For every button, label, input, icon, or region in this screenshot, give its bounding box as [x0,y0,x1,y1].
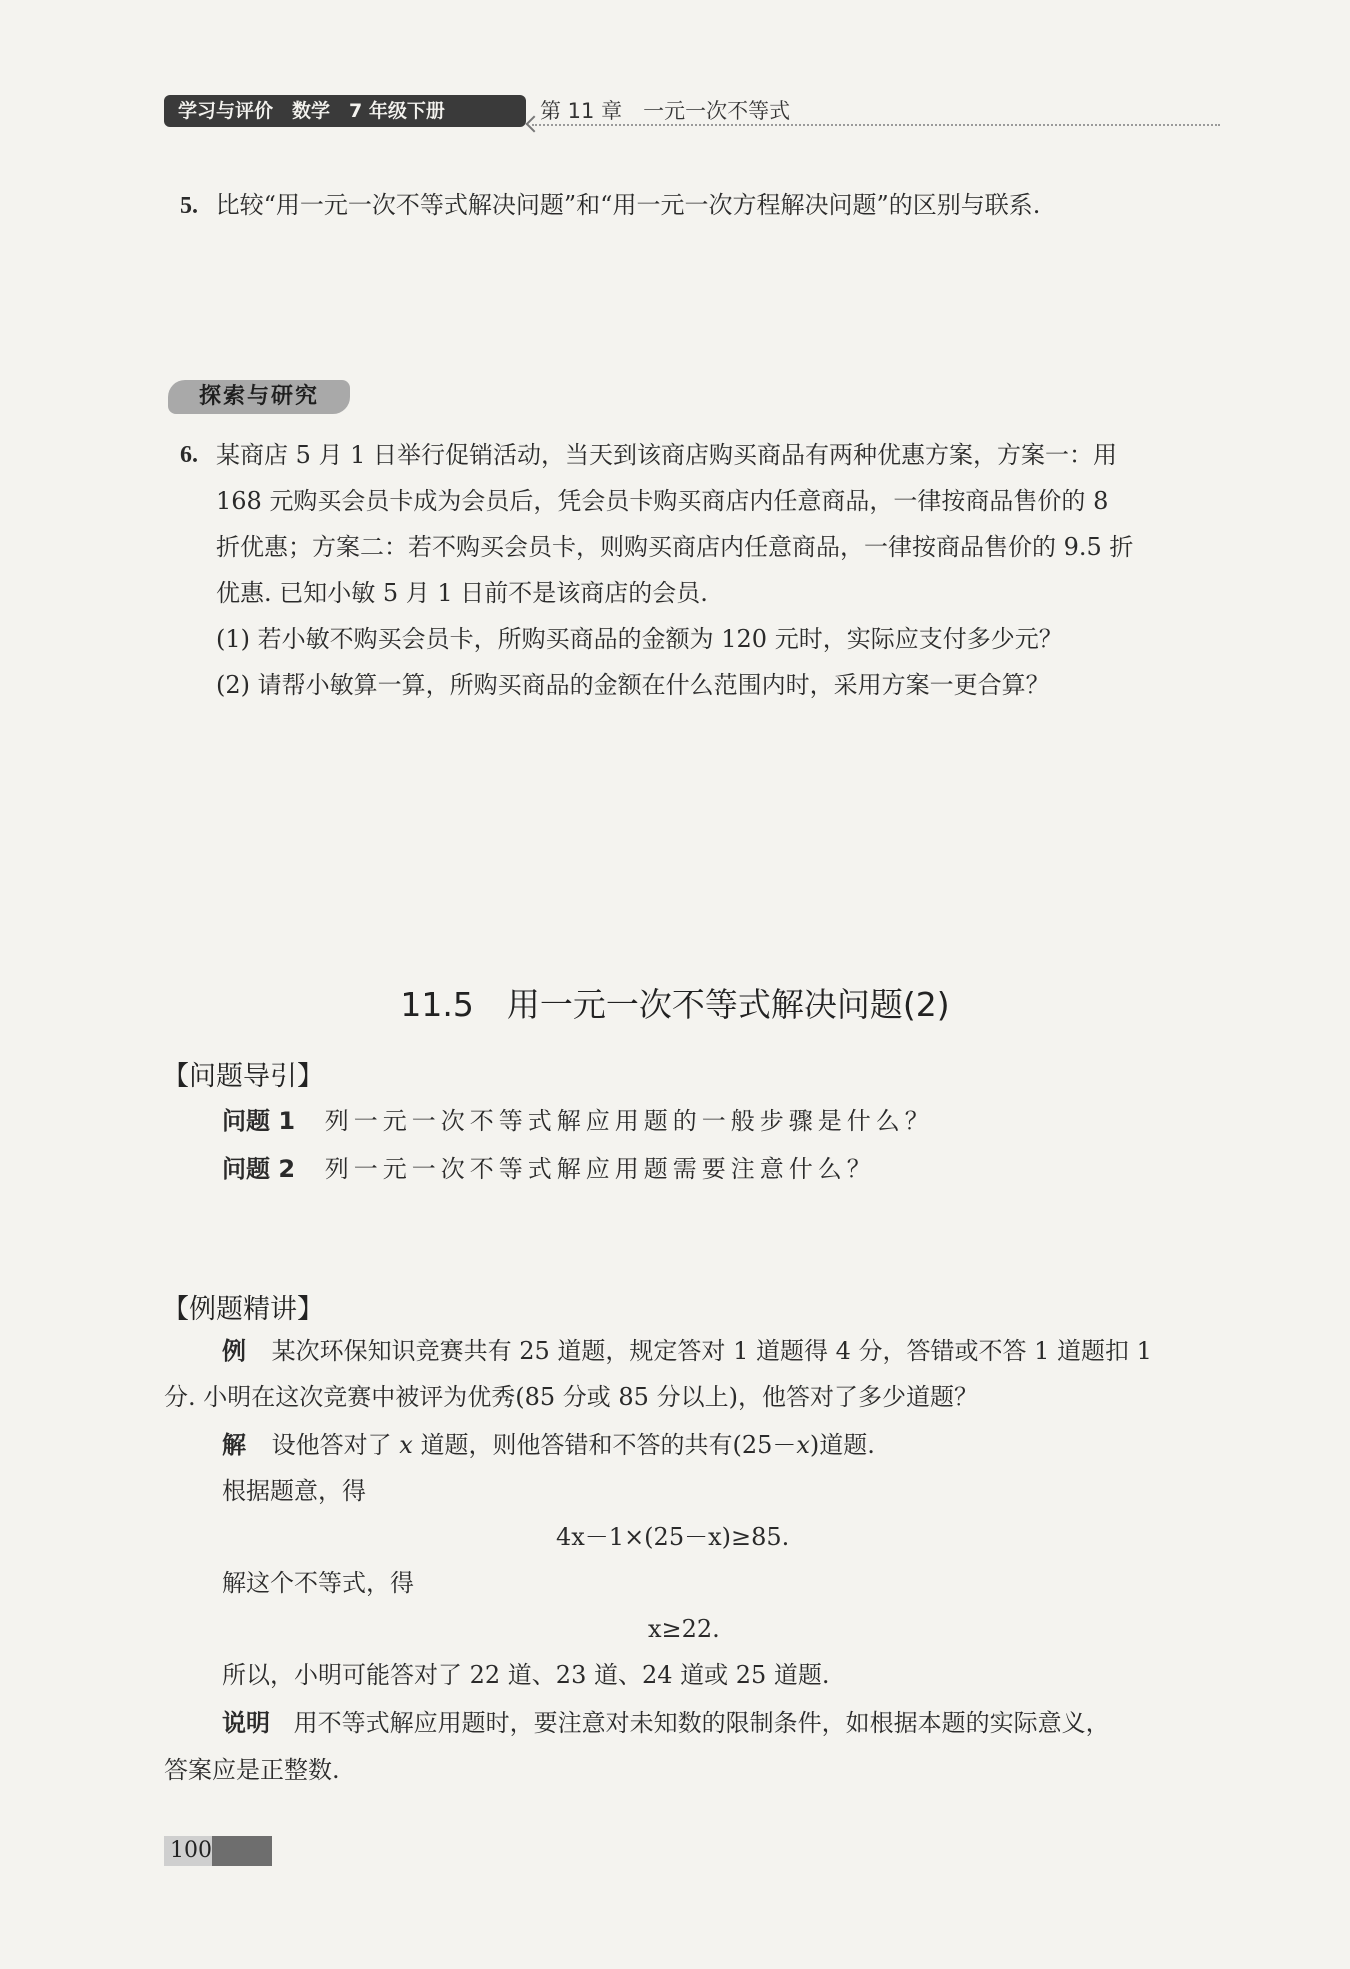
solution-label: 解 [222,1431,246,1459]
solution-line [222,1430,875,1460]
example-line-2: 分. 小明在这次竞赛中被评为优秀(85 分或 85 分以上)，他答对了多少道题？ [164,1383,978,1411]
guide-heading: 【问题导引】 [162,1061,324,1092]
explore-research-tag: 探索与研究 [168,380,350,414]
solution-text: 道题，则他答错和不答的共有(25－ [412,1431,797,1459]
question-6-sub-2: (2) 请帮小敏算一算，所购买商品的金额在什么范围内时，采用方案一更合算？ [216,671,1050,699]
question-6-line: 某商店 5 月 1 日举行促销活动，当天到该商店购买商品有两种优惠方案，方案一：用 [216,441,1118,469]
variable-x: x [399,1431,413,1459]
solution-text: )道题. [809,1431,875,1459]
example-heading: 【例题精讲】 [162,1294,324,1325]
chapter-title: 第 11 章 一元一次不等式 [540,99,791,123]
example-label: 例 [222,1337,246,1365]
guide-question-1 [222,1106,934,1136]
question-label: 问题 1 [222,1107,296,1135]
solution-step-2: 解这个不等式，得 [222,1569,414,1597]
example-line-1 [222,1336,1152,1366]
note-text: 用不等式解应用题时，要注意对未知数的限制条件，如根据本题的实际意义， [293,1709,1110,1737]
note-line-1 [222,1708,1110,1738]
page-number: 100 [170,1838,212,1863]
question-number: 6. [180,442,198,468]
question-6-sub-1: (1) 若小敏不购买会员卡，所购买商品的金额为 120 元时，实际应支付多少元？ [216,625,1063,653]
question-text: 列一元一次不等式解应用题需要注意什么？ [324,1155,876,1183]
question-6-line: 168 元购买会员卡成为会员后，凭会员卡购买商店内任意商品，一律按商品售价的 8 [216,487,1109,515]
section-title: 11.5 用一元一次不等式解决问题(2) [400,985,950,1024]
question-5 [180,190,1040,221]
question-label: 问题 2 [222,1155,296,1183]
solution-text: 设他答对了 [271,1431,400,1459]
variable-x: x [796,1431,810,1459]
equation-2: x≥22. [648,1615,720,1643]
note-line-2: 答案应是正整数. [164,1756,340,1784]
note-label: 说明 [222,1709,270,1737]
question-text: 列一元一次不等式解应用题的一般步骤是什么？ [324,1107,934,1135]
solution-conclusion: 所以，小明可能答对了 22 道、23 道、24 道或 25 道题. [222,1661,830,1689]
example-text: 某次环保知识竞赛共有 25 道题，规定答对 1 道题得 4 分，答错或不答 1 道题扣 1 [271,1337,1152,1365]
equation-1: 4x－1×(25－x)≥85. [556,1523,790,1551]
question-6-line: 优惠. 已知小敏 5 月 1 日前不是该商店的会员. [216,579,708,607]
guide-question-2 [222,1154,876,1184]
solution-step-1: 根据题意，得 [222,1477,366,1505]
question-number: 5. [180,193,198,219]
header-dotted-rule [532,124,1220,126]
question-text: 比较“用一元一次不等式解决问题”和“用一元一次方程解决问题”的区别与联系. [215,191,1041,219]
book-header-label: 学习与评价 数学 7 年级下册 [164,95,526,127]
question-6-line: 折优惠；方案二：若不购买会员卡，则购买商店内任意商品，一律按商品售价的 9.5 折 [216,533,1134,561]
